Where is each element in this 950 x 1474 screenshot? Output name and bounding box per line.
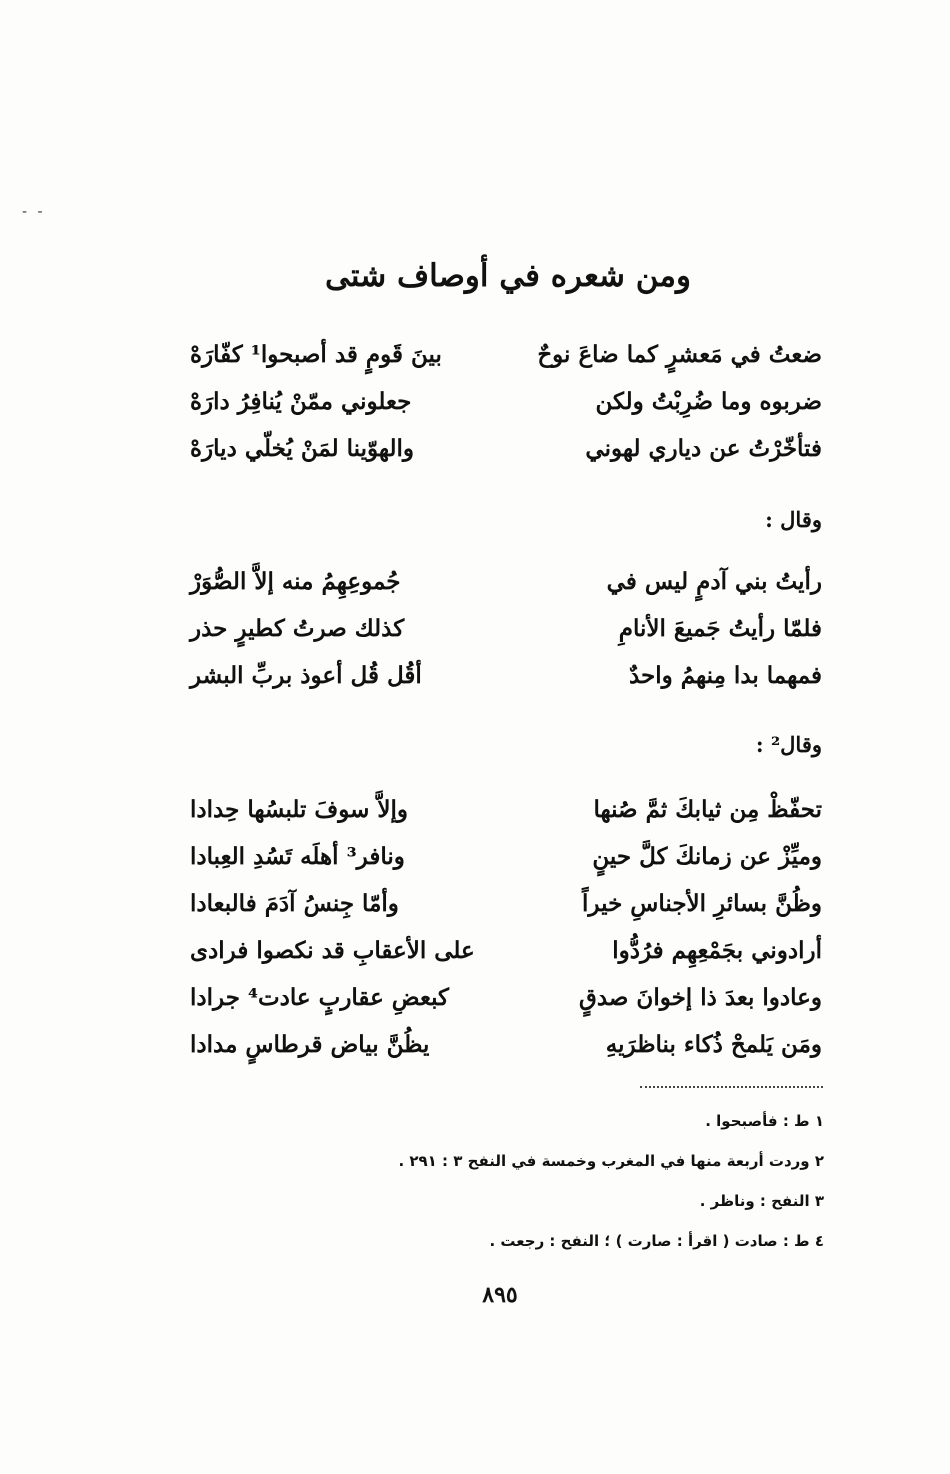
verse-line [190,1021,822,1068]
page-number: ٨٩٥ [482,1282,518,1308]
verse-first-hemistich: وعادوا بعدَ ذا إخوانَ صدقٍ [578,984,822,1011]
footnote: ١ ط : فأصبحوا . [705,1112,824,1130]
margin-mark: - - [22,204,46,220]
verse-second-hemistich: وأمّا جِنسُ آدَمَ فالبعادا [190,890,399,917]
verse-line [190,425,822,472]
verse-line [190,378,822,425]
poem-3 [190,786,822,1068]
footnote: ٣ النفح : وناظر . [699,1192,824,1210]
verse-second-hemistich: كذلك صرتُ كطيرٍ حذر [190,615,405,642]
verse-first-hemistich: ضربوه وما ضُرِبْتُ ولكن [595,388,822,415]
verse-second-hemistich: أقُل قُل أعوذ بربِّ البشر [190,662,422,689]
verse-line [190,974,822,1021]
verse-second-hemistich: جعلوني ممّنْ يُنافِرُ دارَهْ [190,388,412,415]
section-title: ومن شعره في أوصاف شتى [325,258,691,294]
footnotes [330,1112,824,1272]
verse-line [190,331,822,378]
verse-first-hemistich: وميِّزْ عن زمانكَ كلَّ حينٍ [592,843,822,870]
footnote: ٤ ط : صادت ( اقرأ : صارت ) ؛ النفح : رجعت . [489,1232,824,1250]
verse-first-hemistich: رأيتُ بني آدمٍ ليس في [606,568,822,595]
verse-second-hemistich: وإلاَّ سوفَ تلبسُها حِدادا [190,796,409,823]
verse-second-hemistich: جُموعِهِمُ منه إلاَّ الصُّوَرْ [190,568,401,595]
poem-intro: وقال : [765,507,822,532]
footnote: ٢ وردت أربعة منها في المغرب وخمسة في النفح ٣ : ٢٩١ . [398,1152,824,1170]
verse-first-hemistich: أرادوني بجَمْعِهِم فرُدُّوا [612,937,822,964]
footnote-separator [640,1086,823,1088]
verse-second-hemistich: كبعضِ عقاربٍ عادت⁴ جرادا [190,984,449,1011]
verse-line [190,605,822,652]
verse-second-hemistich: يظُنَّ بياض قرطاسٍ مدادا [190,1031,430,1058]
verse-first-hemistich: وظُنَّ بسائرِ الأجناسِ خيراً [582,890,822,917]
verse-line [190,927,822,974]
verse-line [190,558,822,605]
verse-second-hemistich: والهوّينا لمَنْ يُخلّي ديارَهْ [190,435,415,462]
verse-line [190,786,822,833]
verse-first-hemistich: ضعتُ في مَعشرٍ كما ضاعَ نوحٌ [537,341,822,368]
poem-1 [190,331,822,472]
verse-line [190,833,822,880]
poem-intro: وقال² : [755,732,822,757]
verse-line [190,880,822,927]
poem-2 [190,558,822,699]
verse-line [190,652,822,699]
verse-second-hemistich: ونافر³ أهلَه تَسُدِ العِبادا [190,843,405,870]
verse-first-hemistich: فلمّا رأيتُ جَميعَ الأنامِ [618,615,822,642]
verse-first-hemistich: ومَن يَلمحْ ذُكاء بناظرَيهِ [605,1031,822,1058]
verse-second-hemistich: على الأعقابِ قد نكصوا فرادى [190,937,475,964]
verse-first-hemistich: فمهما بدا مِنهمُ واحدٌ [628,662,822,689]
verse-second-hemistich: بينَ قَومٍ قد أصبحوا¹ كفّارَهْ [190,341,442,368]
verse-first-hemistich: تحفّظْ مِن ثيابكَ ثمَّ صُنها [593,796,822,823]
verse-first-hemistich: فتأخّرْتُ عن دياري لهوني [585,435,822,462]
